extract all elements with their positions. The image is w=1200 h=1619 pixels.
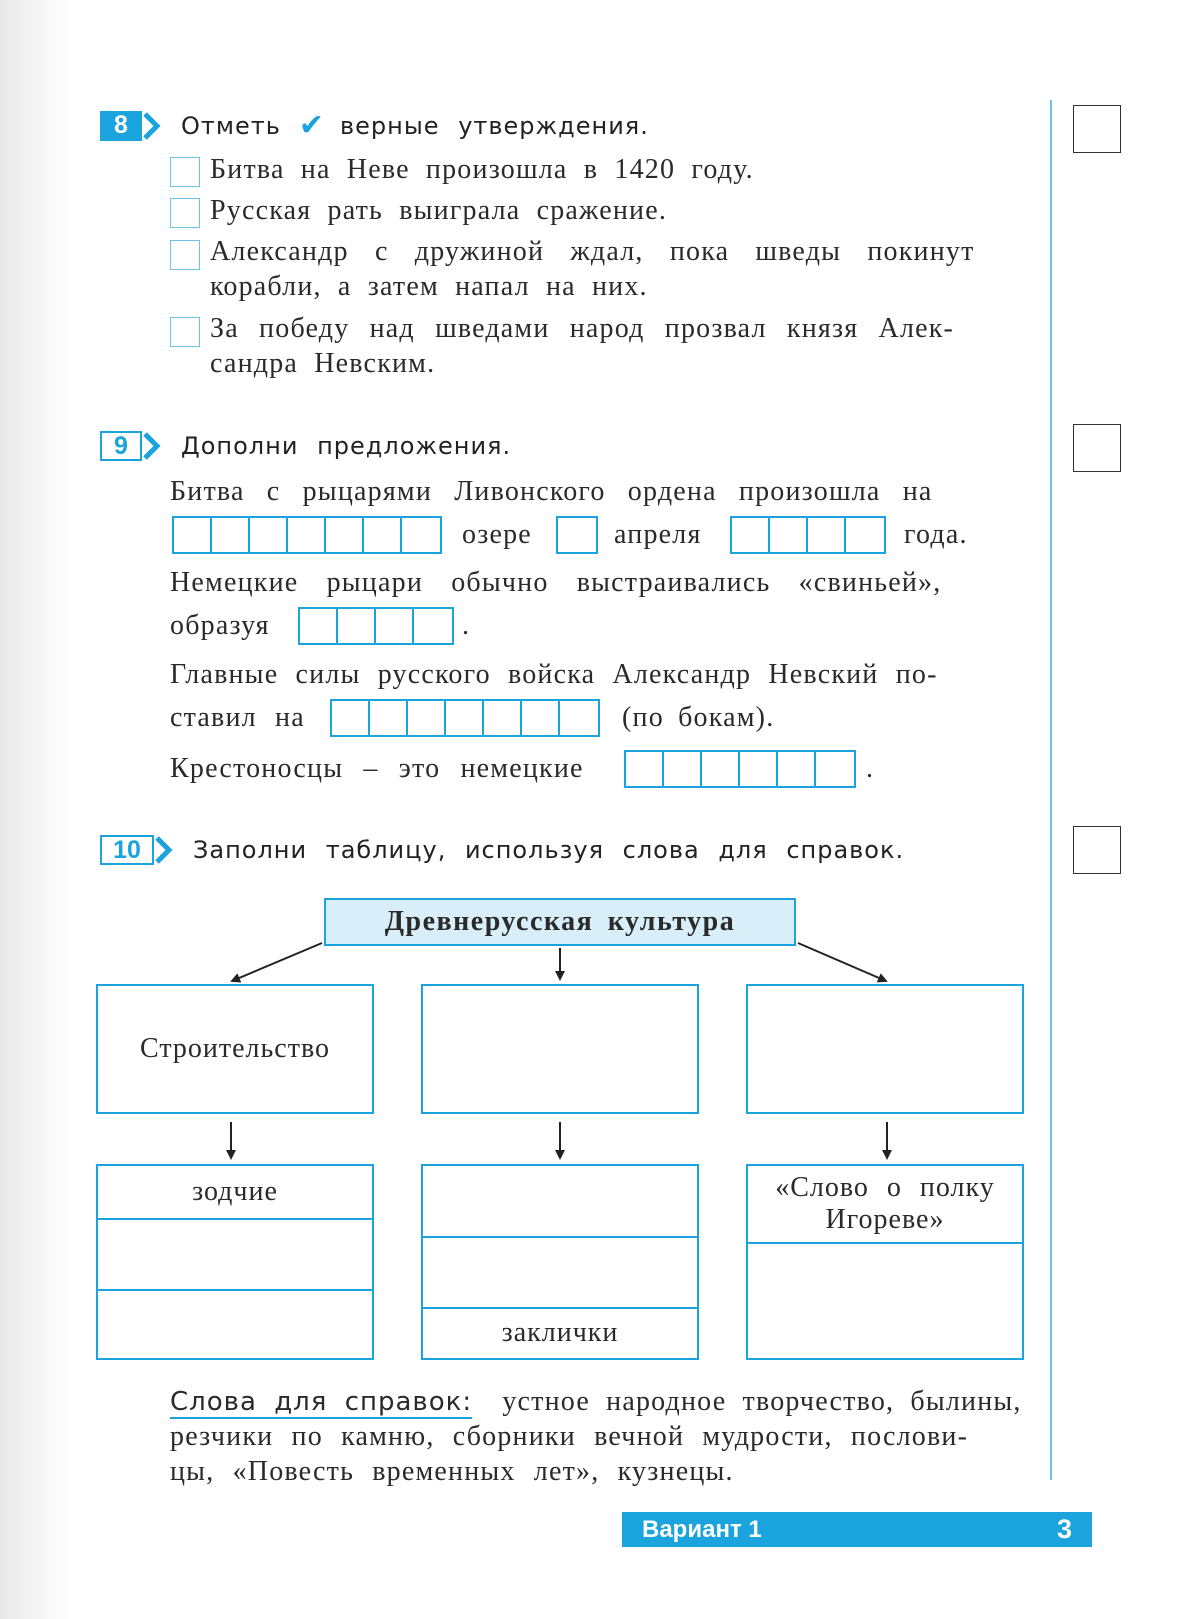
- task-9-heading-text: Дополни предложения.: [181, 432, 512, 460]
- sentence-3-word: ставил на: [170, 702, 305, 733]
- diagram-title-box: Древнерусская культура: [324, 898, 796, 946]
- category-box-3[interactable]: [746, 984, 1024, 1114]
- category-box-1: Строительство: [96, 984, 374, 1114]
- column-2-row-3: заклички: [501, 1316, 619, 1348]
- task-8-heading-end: верные утверждения.: [340, 111, 649, 140]
- sentence-2-end: .: [462, 610, 471, 641]
- variant-label: Вариант 1: [642, 1515, 762, 1543]
- word-year: года.: [904, 519, 968, 550]
- column-1-row-3[interactable]: [98, 1289, 372, 1358]
- statement-4-line-1: За победу над шведами народ прозвал князя Алек-: [210, 313, 955, 344]
- column-2-list: [421, 1164, 699, 1360]
- reference-line-3: цы, «Повесть временных лет», кузнецы.: [170, 1456, 734, 1487]
- category-box-2[interactable]: [421, 984, 699, 1114]
- task-10-heading-text: Заполни таблицу, используя слова для справок.: [193, 836, 905, 864]
- word-april: апреля: [614, 519, 702, 550]
- check-mark-icon: ✔: [298, 108, 325, 143]
- sentence-4-text: Крестоносцы – это немецкие: [170, 753, 584, 784]
- column-1-row-1: зодчие: [98, 1166, 372, 1220]
- column-3-list: [746, 1164, 1024, 1360]
- task-number-badge: 8: [100, 111, 142, 141]
- reference-line-2: резчики по камню, сборники вечной мудрости, послови-: [170, 1421, 969, 1452]
- sentence-2-line-1: Немецкие рыцари обычно выстраивались «свиньей»,: [170, 567, 942, 598]
- arrow-left: [232, 943, 322, 981]
- word-lake: озере: [462, 519, 532, 550]
- column-3-row-2[interactable]: [748, 1242, 1022, 1358]
- sentence-3-end: (по бокам).: [622, 702, 775, 733]
- reference-words-1: устное народное творчество, былины,: [502, 1386, 1022, 1417]
- sentence-3-line-1: Главные силы русского войска Александр Невский по-: [170, 659, 938, 690]
- statement-4-line-2: сандра Невским.: [210, 348, 436, 379]
- word-forming: образуя: [170, 610, 270, 641]
- page-number: 3: [1056, 1514, 1072, 1544]
- column-3-row-1: «Слово о полку Игореве»: [748, 1166, 1022, 1244]
- statement-2-text: Русская рать выиграла сражение.: [210, 195, 668, 226]
- task-number-badge: 9: [100, 431, 142, 461]
- column-1-row-2[interactable]: [98, 1218, 372, 1291]
- statement-3-line-2: корабли, а затем напал на них.: [210, 271, 648, 302]
- footer-bar: [622, 1512, 1092, 1547]
- column-1-list: [96, 1164, 374, 1360]
- statement-3-line-1: Александр с дружиной ждал, пока шведы покинут: [210, 236, 975, 267]
- reference-label: Слова для справок:: [170, 1387, 473, 1417]
- sentence-1-line-1: Битва с рыцарями Ливонского ордена произошла на: [170, 476, 933, 507]
- task-number-badge: 10: [100, 835, 154, 865]
- column-2-row-1[interactable]: [423, 1166, 697, 1238]
- statement-1-text: Битва на Неве произошла в 1420 году.: [210, 154, 754, 185]
- arrow-right: [798, 943, 886, 981]
- reference-line-1: [170, 1386, 1022, 1418]
- column-2-row-2[interactable]: [423, 1236, 697, 1309]
- task-8-heading-start: Отметь: [181, 111, 281, 140]
- sentence-4-end: .: [866, 753, 875, 784]
